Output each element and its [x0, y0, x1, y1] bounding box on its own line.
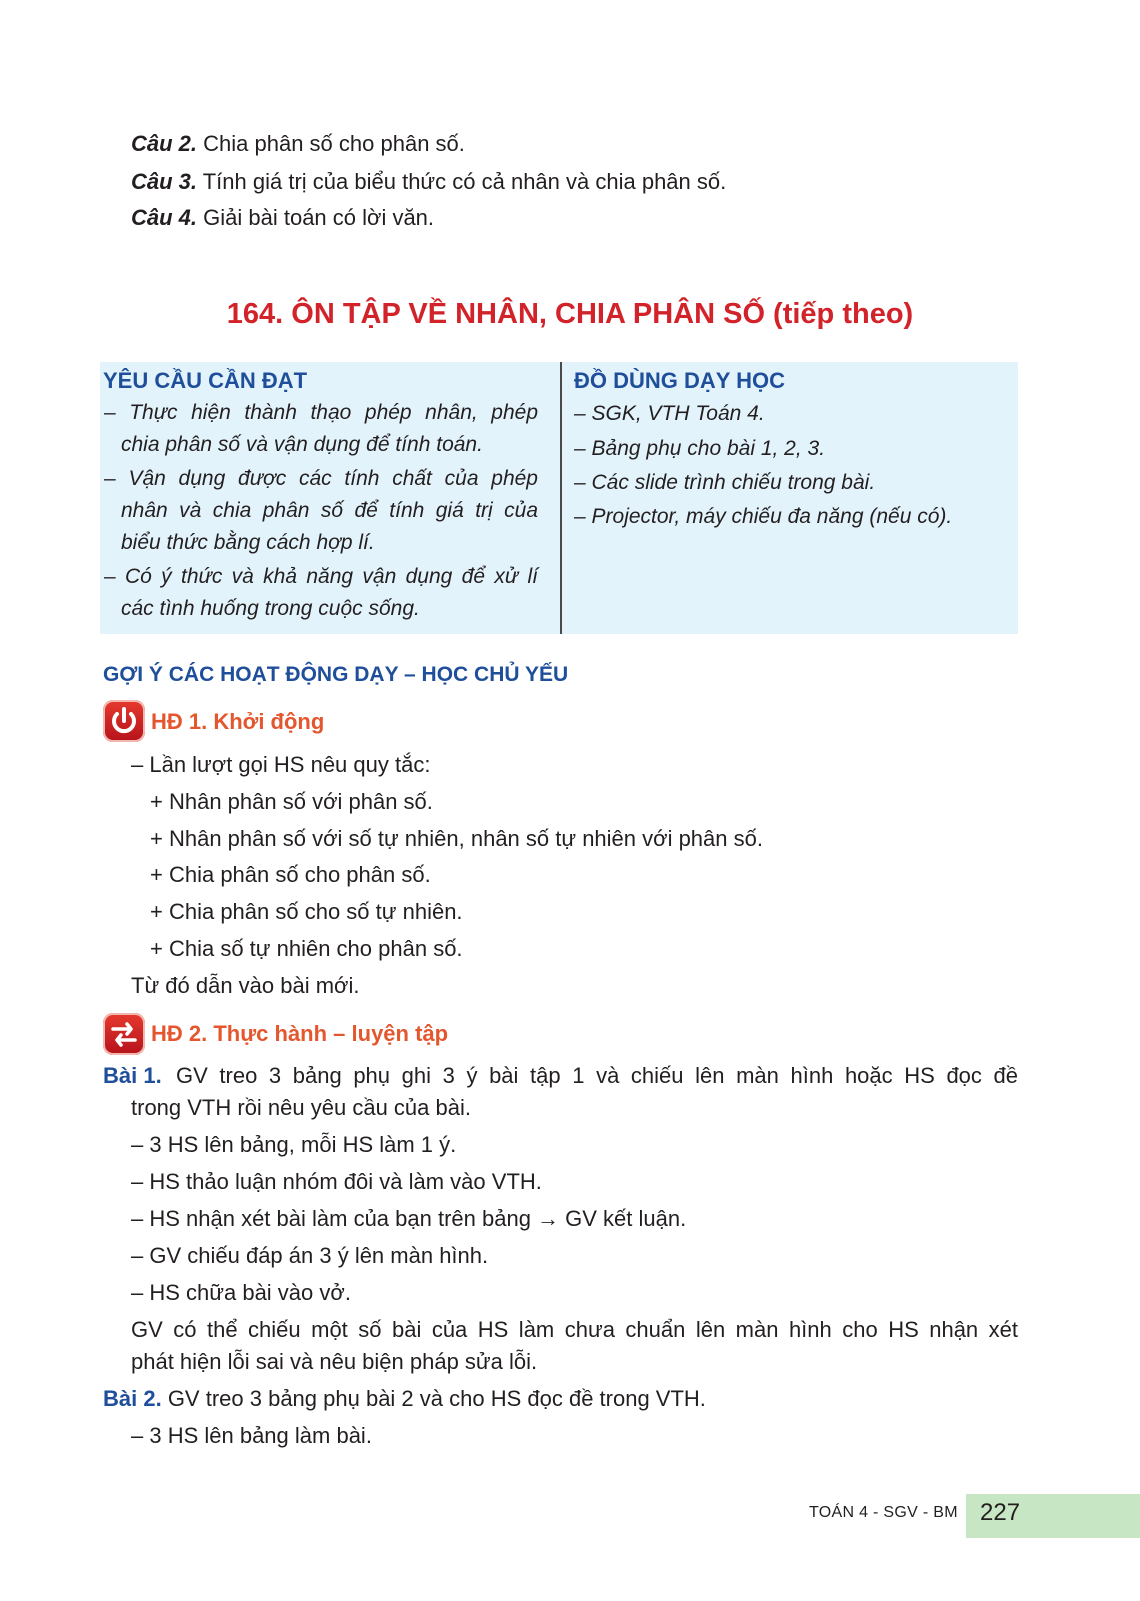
intro-item-text: Giải bài toán có lời văn.: [197, 205, 435, 230]
hd1-title: HĐ 1. Khởi động: [151, 709, 325, 734]
intro-item-text: Tính giá trị của biểu thức có cả nhân và chia phân số.: [197, 169, 727, 194]
practice-arrows-icon: [103, 1013, 145, 1055]
requirements-divider: [560, 362, 562, 634]
hd1-intro: – Lần lượt gọi HS nêu quy tắc:: [131, 752, 431, 777]
requirement-line: nhân và chia phân số để tính giá trị của: [121, 499, 538, 522]
intro-item-3: [131, 167, 726, 197]
bai2-text: GV treo 3 bảng phụ bài 2 và cho HS đọc đề trong VTH.: [161, 1386, 706, 1411]
intro-item-label: Câu 3.: [131, 169, 198, 194]
requirement-line: – Vận dụng được các tính chất của phép: [104, 467, 538, 490]
requirement-line: chia phân số và vận dụng để tính toán.: [121, 433, 483, 456]
bai1-step: – HS chữa bài vào vở.: [131, 1280, 351, 1305]
hd1-rule: + Nhân phân số với số tự nhiên, nhân số tự nhiên với phân số.: [150, 826, 763, 851]
bai2: [103, 1384, 706, 1414]
hd1-rule: + Chia số tự nhiên cho phân số.: [150, 936, 463, 961]
bai1-note-line2: phát hiện lỗi sai và nêu biện pháp sửa lỗi.: [131, 1349, 538, 1374]
material-line: – Projector, máy chiếu đa năng (nếu có).: [574, 505, 953, 528]
bai1-line1: GV treo 3 bảng phụ ghi 3 ý bài tập 1 và chiếu lên màn hình hoặc HS đọc đề: [176, 1063, 1018, 1088]
bai1-label: Bài 1.: [103, 1063, 162, 1088]
bai1-line2: trong VTH rồi nêu yêu cầu của bài.: [131, 1095, 471, 1120]
bai1-step: – HS thảo luận nhóm đôi và làm vào VTH.: [131, 1169, 542, 1194]
material-line: – Bảng phụ cho bài 1, 2, 3.: [574, 437, 826, 460]
requirement-line: các tình huống trong cuộc sống.: [121, 597, 420, 620]
bai1-note-line1: GV có thể chiếu một số bài của HS làm chưa chuẩn lên màn hình cho HS nhận xét: [131, 1317, 1018, 1342]
bai1-step: – 3 HS lên bảng, mỗi HS làm 1 ý.: [131, 1132, 457, 1157]
requirement-line: biểu thức bằng cách hợp lí.: [121, 531, 375, 554]
hd1-rule: + Chia phân số cho số tự nhiên.: [150, 899, 463, 924]
hd1-outro: Từ đó dẫn vào bài mới.: [131, 973, 360, 998]
lesson-title: 164. ÔN TẬP VỀ NHÂN, CHIA PHÂN SỐ (tiếp theo): [226, 298, 914, 330]
footer-book-title: TOÁN 4 - SGV - BM: [809, 1504, 958, 1521]
intro-item-label: Câu 4.: [131, 205, 198, 230]
requirements-heading: YÊU CẦU CẦN ĐẠT: [103, 368, 308, 393]
requirement-line: – Có ý thức và khả năng vận dụng để xử lí: [104, 565, 538, 588]
material-line: – Các slide trình chiếu trong bài.: [574, 471, 876, 494]
hd1-rule: + Chia phân số cho phân số.: [150, 862, 431, 887]
bai2-label: Bài 2.: [103, 1386, 162, 1411]
intro-item-text: Chia phân số cho phân số.: [197, 131, 465, 156]
power-icon: [103, 700, 145, 742]
intro-item-label: Câu 2.: [131, 131, 198, 156]
hd2-title: HĐ 2. Thực hành – luyện tập: [151, 1021, 449, 1046]
materials-heading: ĐỒ DÙNG DẠY HỌC: [574, 368, 786, 393]
section-heading: GỢI Ý CÁC HOẠT ĐỘNG DẠY – HỌC CHỦ YẾU: [103, 663, 569, 686]
material-line: – SGK, VTH Toán 4.: [574, 402, 765, 425]
intro-item-2: [131, 129, 465, 159]
bai1-step: – HS nhận xét bài làm của bạn trên bảng → GV kết luận.: [131, 1206, 687, 1231]
hd1-rule: + Nhân phân số với phân số.: [150, 789, 433, 814]
page-number: 227: [980, 1499, 1021, 1526]
bai2-step: – 3 HS lên bảng làm bài.: [131, 1423, 372, 1448]
intro-item-4: [131, 203, 434, 233]
requirement-line: – Thực hiện thành thạo phép nhân, phép: [104, 401, 538, 424]
bai1-step: – GV chiếu đáp án 3 ý lên màn hình.: [131, 1243, 489, 1268]
